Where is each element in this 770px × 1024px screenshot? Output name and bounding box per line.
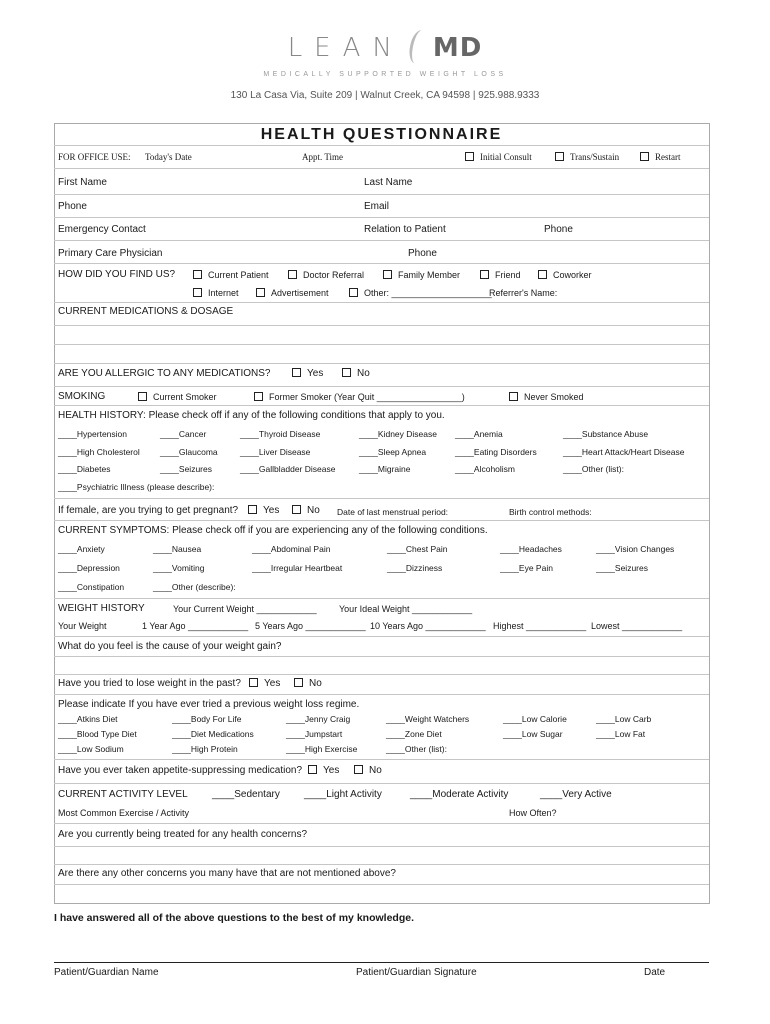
checkbox-label: Friend xyxy=(495,270,521,280)
checkbox-restart[interactable] xyxy=(640,152,681,162)
checkbox-icon xyxy=(480,270,489,279)
checkbox-icon xyxy=(555,152,564,161)
health-history-item[interactable]: ____Heart Attack/Heart Disease xyxy=(563,446,685,457)
symptom-item[interactable]: ____Abdominal Pain xyxy=(252,544,331,554)
regime-item[interactable]: ____High Exercise xyxy=(286,744,358,754)
regime-item[interactable]: ____Low Carb xyxy=(596,714,652,724)
activity-label: CURRENT ACTIVITY LEVEL xyxy=(58,789,188,800)
health-history-item[interactable]: ____Alcoholism xyxy=(455,464,516,474)
weight-cause-question[interactable]: What do you feel is the cause of your weight gain? xyxy=(58,641,282,652)
checkbox-icon xyxy=(294,678,303,687)
checkbox-pregnant-no[interactable] xyxy=(292,505,320,516)
divider xyxy=(54,759,709,760)
treated-question[interactable]: Are you currently being treated for any health concerns? xyxy=(58,829,308,840)
health-history-item[interactable]: ____Thyroid Disease xyxy=(240,429,321,439)
checkbox-label: Trans/Sustain xyxy=(570,152,620,162)
checkbox-label: Other: ____________________ xyxy=(364,288,492,298)
checkbox-friend[interactable] xyxy=(480,270,521,280)
psychiatric-item[interactable]: ____Psychiatric Illness (please describe): xyxy=(58,482,215,492)
regime-item[interactable]: ____Zone Diet xyxy=(386,729,442,739)
emergency-contact-field[interactable]: Emergency Contact xyxy=(58,224,146,235)
divider xyxy=(54,325,709,326)
how-often-field[interactable]: How Often? xyxy=(509,808,557,818)
weight-highest-field[interactable]: Highest ____________ xyxy=(493,621,587,631)
regime-item[interactable]: ____Blood Type Diet xyxy=(58,729,137,739)
health-history-item[interactable]: ____Sleep Apnea xyxy=(359,446,427,457)
birth-control-field[interactable]: Birth control methods: xyxy=(509,507,592,517)
checkbox-icon xyxy=(354,765,363,774)
checkbox-icon xyxy=(254,392,263,401)
checkbox-label: Internet xyxy=(208,288,239,298)
office-today: Today's Date xyxy=(145,152,192,162)
checkbox-icon xyxy=(342,368,351,377)
symptom-item[interactable]: ____Seizures xyxy=(596,563,648,573)
divider xyxy=(54,846,709,847)
checkbox-label: Yes xyxy=(263,505,280,516)
divider xyxy=(54,168,709,169)
logo-brand-left: LEAN xyxy=(287,33,404,63)
checkbox-label: Advertisement xyxy=(271,288,329,298)
checkbox-doctor-referral[interactable] xyxy=(288,270,364,280)
divider xyxy=(54,783,709,784)
logo-brand-right: MD xyxy=(432,33,483,63)
checkbox-advertisement[interactable] xyxy=(256,288,329,298)
checkbox-label: No xyxy=(309,678,322,689)
checkbox-tried-yes[interactable] xyxy=(249,678,280,689)
your-weight-label: Your Weight xyxy=(58,621,107,631)
checkbox-label: Yes xyxy=(323,765,340,776)
checkbox-internet[interactable] xyxy=(193,288,239,298)
logo xyxy=(0,30,770,64)
first-name-field[interactable]: First Name xyxy=(58,177,107,188)
symptom-other[interactable]: ____Other (describe): xyxy=(153,582,236,592)
checkbox-coworker[interactable] xyxy=(538,270,592,280)
checkbox-appetite-yes[interactable] xyxy=(308,765,339,776)
signature-line xyxy=(54,962,709,963)
health-history-label: HEALTH HISTORY: Please check off if any of the following conditions that apply to you. xyxy=(58,410,445,421)
logo-swirl-icon xyxy=(406,29,430,66)
weight-1yr-field[interactable]: 1 Year Ago ____________ xyxy=(142,621,249,631)
checkbox-label: Yes xyxy=(307,368,324,379)
checkbox-label: Family Member xyxy=(398,270,461,280)
checkbox-icon xyxy=(383,270,392,279)
last-name-field[interactable]: Last Name xyxy=(364,177,413,188)
find-us-question: HOW DID YOU FIND US? xyxy=(58,269,176,280)
regime-item[interactable]: ____Atkins Diet xyxy=(58,714,118,724)
divider xyxy=(54,498,709,499)
checkbox-label: Current Smoker xyxy=(153,392,217,402)
checkbox-icon xyxy=(138,392,147,401)
regime-item[interactable]: ____Body For Life xyxy=(172,714,242,724)
health-history-item[interactable]: ____Liver Disease xyxy=(240,446,311,457)
pcp-phone-field[interactable]: Phone xyxy=(408,248,437,259)
health-history-item[interactable]: ____High Cholesterol xyxy=(58,446,140,457)
divider xyxy=(54,598,709,599)
pregnant-question: If female, are you trying to get pregnant? xyxy=(58,505,239,516)
date-field[interactable]: Date xyxy=(644,967,666,978)
checkbox-icon xyxy=(292,505,301,514)
divider xyxy=(54,217,709,218)
checkbox-icon xyxy=(465,152,474,161)
divider xyxy=(54,263,709,264)
divider xyxy=(54,405,709,406)
divider xyxy=(54,520,709,521)
symptom-item[interactable]: ____Eye Pain xyxy=(500,563,553,573)
symptoms-label: CURRENT SYMPTOMS: Please check off if you are experiencing any of the following conditions. xyxy=(58,525,488,536)
checkbox-label: Never Smoked xyxy=(524,392,584,402)
checkbox-tried-no[interactable] xyxy=(294,678,322,689)
checkbox-trans-sustain[interactable] xyxy=(555,152,619,162)
checkbox-label: Initial Consult xyxy=(480,152,532,162)
checkbox-former-smoker[interactable] xyxy=(254,392,465,402)
checkbox-family-member[interactable] xyxy=(383,270,460,280)
regime-item[interactable]: ____Jenny Craig xyxy=(286,714,351,724)
divider xyxy=(54,194,709,195)
regime-item[interactable]: ____High Protein xyxy=(172,744,238,754)
symptom-constipation[interactable]: ____Constipation xyxy=(58,582,125,592)
checkbox-icon xyxy=(509,392,518,401)
regime-item[interactable]: ____Diet Medications xyxy=(172,729,254,739)
regime-item[interactable]: ____Low Sodium xyxy=(58,744,124,754)
checkbox-current-smoker[interactable] xyxy=(138,392,217,402)
health-history-item[interactable]: ____Eating Disorders xyxy=(455,446,537,457)
checkbox-label: No xyxy=(307,505,320,516)
activity-sedentary[interactable]: ____Sedentary xyxy=(212,789,280,800)
health-history-item[interactable]: ____Hypertension xyxy=(58,429,127,439)
checkbox-appetite-no[interactable] xyxy=(354,765,382,776)
regime-item[interactable]: ____Low Fat xyxy=(596,729,646,739)
divider xyxy=(54,864,709,865)
symptom-item[interactable]: ____Vomiting xyxy=(153,563,205,573)
checkbox-label: Current Patient xyxy=(208,270,269,280)
activity-light[interactable]: ____Light Activity xyxy=(304,789,382,800)
divider xyxy=(54,674,709,675)
health-history-item[interactable]: ____Migraine xyxy=(359,464,411,474)
checkbox-label: No xyxy=(369,765,382,776)
divider xyxy=(54,656,709,657)
weight-5yr-field[interactable]: 5 Years Ago ____________ xyxy=(255,621,366,631)
divider xyxy=(54,823,709,824)
health-history-item[interactable]: ____Gallbladder Disease xyxy=(240,464,336,474)
relation-field[interactable]: Relation to Patient xyxy=(364,224,446,235)
checkbox-never-smoked[interactable] xyxy=(509,392,584,402)
current-weight-field[interactable]: Your Current Weight ____________ xyxy=(173,604,317,614)
guardian-name-field[interactable]: Patient/Guardian Name xyxy=(54,967,159,978)
tried-question: Have you tried to lose weight in the past? xyxy=(58,678,241,689)
acknowledgement-statement: I have answered all of the above questions to the best of my knowledge. xyxy=(54,912,414,924)
email-field[interactable]: Email xyxy=(364,201,390,212)
divider xyxy=(54,694,709,695)
checkbox-other[interactable] xyxy=(349,288,492,298)
checkbox-icon xyxy=(640,152,649,161)
phone-field[interactable]: Phone xyxy=(58,201,87,212)
regime-item[interactable]: ____Other (list): xyxy=(386,744,447,754)
allergic-question: ARE YOU ALLERGIC TO ANY MEDICATIONS? xyxy=(58,368,271,379)
symptom-item[interactable]: ____Chest Pain xyxy=(387,544,448,554)
checkbox-icon xyxy=(308,765,317,774)
office-appt: Appt. Time xyxy=(302,152,344,162)
activity-very[interactable]: ____Very Active xyxy=(540,789,612,800)
checkbox-icon xyxy=(193,288,202,297)
concerns-question[interactable]: Are there any other concerns you many have that are not mentioned above? xyxy=(58,868,396,879)
symptom-item[interactable]: ____Anxiety xyxy=(58,544,105,554)
lmp-field[interactable]: Date of last menstrual period: xyxy=(337,507,449,517)
checkbox-pregnant-yes[interactable] xyxy=(248,505,279,516)
tagline: MEDICALLY SUPPORTED WEIGHT LOSS xyxy=(263,71,507,78)
regime-label: Please indicate If you have ever tried a previous weight loss regime. xyxy=(58,699,360,710)
regime-item[interactable]: ____Low Sugar xyxy=(503,729,563,739)
checkbox-icon xyxy=(349,288,358,297)
weight-lowest-field[interactable]: Lowest ____________ xyxy=(591,621,683,631)
checkbox-initial-consult[interactable] xyxy=(465,152,532,162)
checkbox-allergic-yes[interactable] xyxy=(292,368,323,379)
health-history-item[interactable]: ____Anemia xyxy=(455,429,503,439)
checkbox-label: No xyxy=(357,368,370,379)
health-history-item[interactable]: ____Substance Abuse xyxy=(563,429,649,439)
symptom-item[interactable]: ____Depression xyxy=(58,563,120,573)
divider xyxy=(54,145,709,146)
checkbox-icon xyxy=(193,270,202,279)
checkbox-icon xyxy=(249,678,258,687)
checkbox-label: Former Smoker (Year Quit _________________) xyxy=(269,392,465,402)
checkbox-icon xyxy=(288,270,297,279)
smoking-label: SMOKING xyxy=(58,391,106,402)
exercise-field[interactable]: Most Common Exercise / Activity xyxy=(58,808,190,818)
office-label: FOR OFFICE USE: xyxy=(58,152,131,162)
ideal-weight-field[interactable]: Your Ideal Weight ____________ xyxy=(339,604,473,614)
emergency-phone-field[interactable]: Phone xyxy=(544,224,573,235)
divider xyxy=(54,636,709,637)
symptom-item[interactable]: ____Vision Changes xyxy=(596,544,675,554)
divider xyxy=(54,302,709,303)
health-history-item[interactable]: ____Seizures xyxy=(160,464,212,474)
appetite-question: Have you ever taken appetite-suppressing medication? xyxy=(58,765,303,776)
symptom-item[interactable]: ____Dizziness xyxy=(387,563,443,573)
divider xyxy=(54,386,709,387)
symptom-item[interactable]: ____Irregular Heartbeat xyxy=(252,563,343,573)
checkbox-label: Yes xyxy=(264,678,281,689)
health-history-item[interactable]: ____Glaucoma xyxy=(160,446,218,457)
checkbox-icon xyxy=(292,368,301,377)
regime-item[interactable]: ____Weight Watchers xyxy=(386,714,470,724)
health-history-item[interactable]: ____Other (list): xyxy=(563,464,624,474)
health-history-item[interactable]: ____Kidney Disease xyxy=(359,429,437,439)
activity-moderate[interactable]: ____Moderate Activity xyxy=(410,789,509,800)
divider xyxy=(54,344,709,345)
checkbox-icon xyxy=(256,288,265,297)
regime-item[interactable]: ____Jumpstart xyxy=(286,729,343,739)
checkbox-current-patient[interactable] xyxy=(193,270,269,280)
health-history-item[interactable]: ____Diabetes xyxy=(58,464,111,474)
guardian-signature-field[interactable]: Patient/Guardian Signature xyxy=(356,967,477,978)
divider xyxy=(54,884,709,885)
regime-item[interactable]: ____Low Calorie xyxy=(503,714,567,724)
health-history-item[interactable]: ____Cancer xyxy=(160,429,207,439)
medications-label: CURRENT MEDICATIONS & DOSAGE xyxy=(58,306,234,317)
page-title: HEALTH QUESTIONNAIRE xyxy=(260,126,503,143)
pcp-field[interactable]: Primary Care Physician xyxy=(58,248,163,259)
checkbox-icon xyxy=(248,505,257,514)
weight-history-label: WEIGHT HISTORY xyxy=(58,603,145,614)
symptom-item[interactable]: ____Nausea xyxy=(153,544,202,554)
checkbox-label: Coworker xyxy=(553,270,592,280)
divider xyxy=(54,240,709,241)
checkbox-label: Restart xyxy=(655,152,681,162)
checkbox-allergic-no[interactable] xyxy=(342,368,370,379)
weight-10yr-field[interactable]: 10 Years Ago ____________ xyxy=(370,621,486,631)
address: 130 La Casa Via, Suite 209 | Walnut Creek, CA 94598 | 925.988.9333 xyxy=(230,90,540,101)
checkbox-icon xyxy=(538,270,547,279)
checkbox-label: Doctor Referral xyxy=(303,270,365,280)
symptom-item[interactable]: ____Headaches xyxy=(500,544,562,554)
referrer-field[interactable]: Referrer's Name: xyxy=(489,288,558,298)
divider xyxy=(54,363,709,364)
